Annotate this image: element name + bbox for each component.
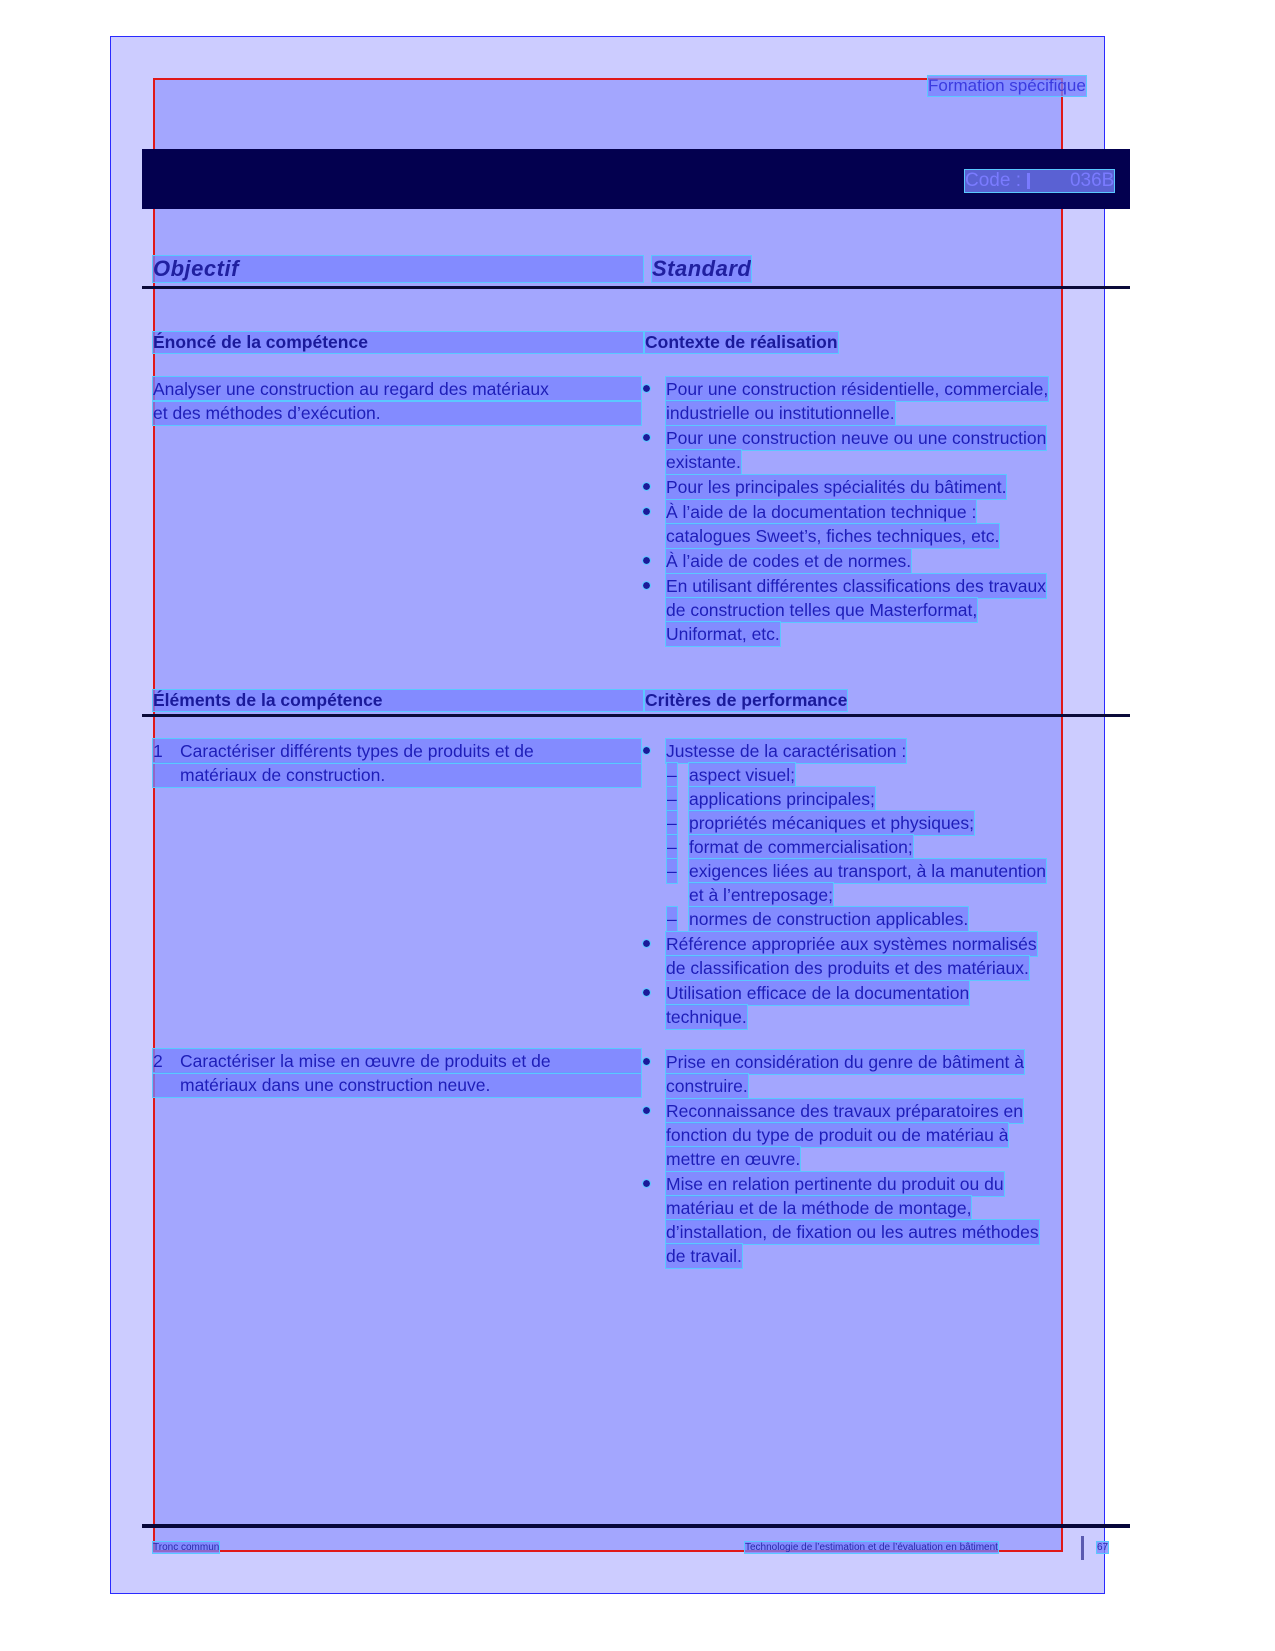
item-line: Justesse de la caractérisation : [666,741,907,761]
list-item [643,500,1048,548]
list-item [643,549,1048,573]
item-line: aspect visuel; [689,765,796,785]
item-line: Référence appropriée aux systèmes normalisés [666,934,1037,954]
criteria-list-2 [643,1050,1039,1268]
list-item [643,1050,1039,1098]
item-line: Reconnaissance des travaux préparatoires en [666,1101,1024,1121]
criteria-list-1 [643,739,1046,1029]
dash-icon: – [667,813,677,833]
competency-element-2 [153,1049,641,1097]
item-line: format de commercialisation; [689,837,913,857]
section-rule [142,714,1130,717]
sub-list-item [643,835,1046,859]
standard-title: Standard [652,256,752,281]
bullet-icon [643,1058,650,1065]
list-item [643,739,1046,763]
element-number: 2 [153,1051,163,1071]
item-line: Uniformat, etc. [666,624,780,644]
element-line: Caractériser la mise en œuvre de produits et de [180,1051,551,1071]
dash-icon: – [667,837,677,857]
competency-code [965,170,1114,192]
item-line: propriétés mécaniques et physiques; [689,813,975,833]
item-line: Mise en relation pertinente du produit ou du [666,1174,1004,1194]
item-line: Prise en considération du genre de bâtiment à [666,1052,1025,1072]
list-item [643,475,1048,499]
footer-separator [1081,1536,1084,1560]
element-line: matériaux de construction. [180,765,386,785]
document-section-label: Formation spécifique [928,76,1086,95]
statement-line: Analyser une construction au regard des matériaux [153,377,641,401]
bullet-icon [643,1180,650,1187]
item-line: de construction telles que Masterformat, [666,600,978,620]
statement-line: et des méthodes d’exécution. [153,401,641,425]
dash-icon: – [667,909,677,929]
item-line: En utilisant différentes classifications des travaux [666,576,1047,596]
elements-heading: Éléments de la compétence [153,690,643,711]
item-line: À l’aide de la documentation technique : [666,502,977,522]
bullet-icon [643,989,650,996]
item-line: de travail. [666,1246,742,1266]
list-item [643,426,1048,474]
code-value: 036B [1069,170,1115,191]
item-line: catalogues Sweet’s, fiches techniques, etc. [666,526,1000,546]
context-list [643,377,1048,646]
bullet-icon [643,557,650,564]
list-item [643,574,1048,646]
sub-list-item [643,787,1046,811]
item-line: applications principales; [689,789,875,809]
bullet-icon [643,385,650,392]
item-line: matériau et de la méthode de montage, [666,1198,972,1218]
sub-list-item [643,811,1046,835]
item-line: Utilisation efficace de la documentation [666,983,970,1003]
sub-list-item [643,763,1046,787]
list-item [643,932,1046,980]
list-item [643,1099,1039,1171]
footer-title: Technologie de l’estimation et de l’évaluation en bâtiment [745,1542,998,1553]
item-line: exigences liées au transport, à la manutention [689,861,1047,881]
title-rule [142,286,1130,289]
dash-icon: – [667,789,677,809]
sub-list-item [643,907,1046,931]
bullet-icon [643,508,650,515]
item-line: industrielle ou institutionnelle. [666,403,895,423]
objective-title: Objectif [153,256,643,282]
sub-list-item [643,859,1046,907]
item-line: Pour une construction résidentielle, commerciale, [666,379,1049,399]
list-item [643,377,1048,425]
competency-statement [153,377,641,425]
context-heading: Contexte de réalisation [645,332,838,352]
bullet-icon [643,747,650,754]
bullet-icon [643,582,650,589]
item-line: d’installation, de fixation ou les autres méthodes [666,1222,1039,1242]
item-line: de classification des produits et des matériaux. [666,958,1029,978]
item-line: fonction du type de produit ou de matériau à [666,1125,1009,1145]
competency-element-1 [153,739,641,787]
page-number: 67 [1097,1542,1109,1553]
bullet-icon [643,483,650,490]
footer-rule [142,1524,1130,1528]
element-number: 1 [153,741,163,761]
bullet-icon [643,940,650,947]
bullet-icon [643,434,650,441]
footer-left: Tronc commun [153,1542,220,1553]
item-line: mettre en œuvre. [666,1149,801,1169]
competency-statement-heading: Énoncé de la compétence [153,332,643,353]
list-item [643,981,1046,1029]
item-line: À l’aide de codes et de normes. [666,551,912,571]
bullet-icon [643,1107,650,1114]
item-line: construire. [666,1076,748,1096]
item-line: existante. [666,452,741,472]
item-line: Pour les principales spécialités du bâtiment. [666,477,1007,497]
item-line: et à l’entreposage; [689,885,833,905]
element-line: matériaux dans une construction neuve. [180,1075,491,1095]
code-label: Code : [965,170,1021,191]
performance-criteria-heading: Critères de performance [645,690,848,710]
element-line: Caractériser différents types de produits et de [180,741,534,761]
list-item [643,1172,1039,1268]
item-line: Pour une construction neuve ou une construction [666,428,1047,448]
dash-icon: – [667,765,677,785]
item-line: technique. [666,1007,747,1027]
dash-icon: – [667,861,677,881]
item-line: normes de construction applicables. [689,909,969,929]
code-separator [1027,173,1030,189]
